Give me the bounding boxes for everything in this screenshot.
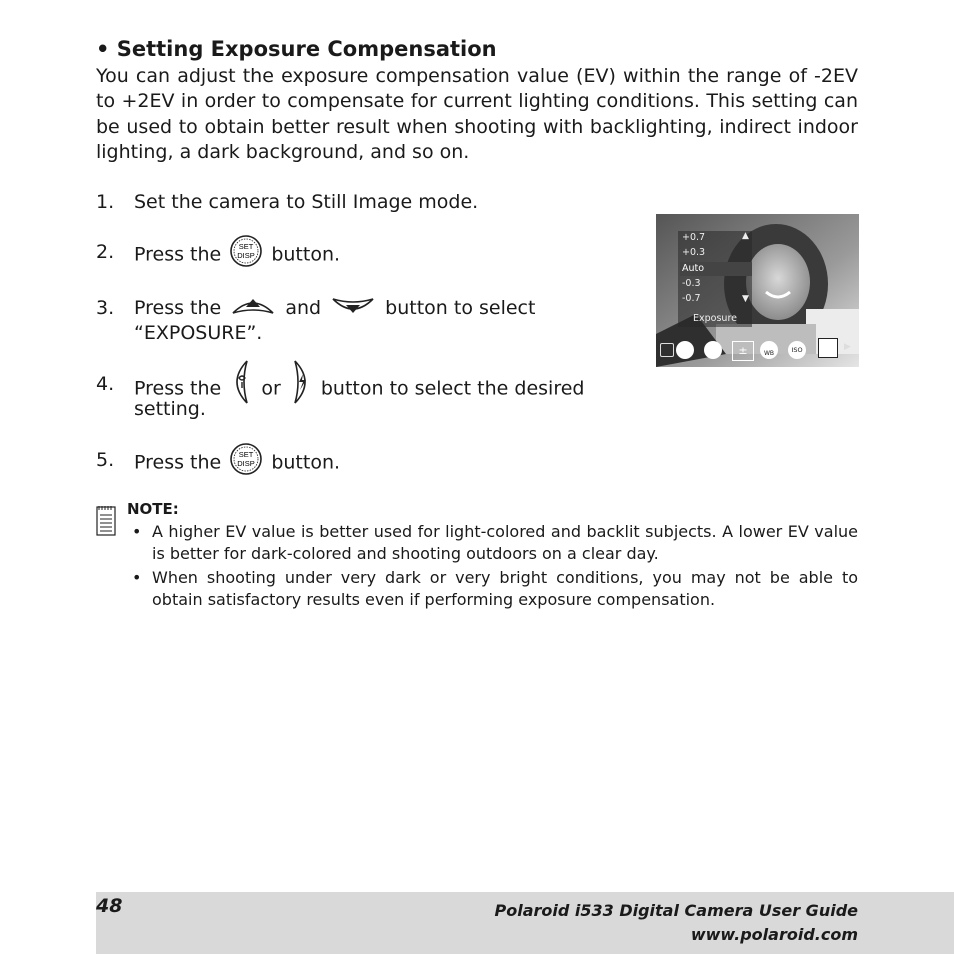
set-disp-button-icon — [229, 232, 263, 270]
step-text — [134, 240, 340, 270]
step-text-before: Press the — [134, 297, 222, 319]
menu-item-selected[interactable]: Auto — [680, 262, 752, 276]
step-text-before: Press the — [134, 377, 222, 400]
step-text-line2: “EXPOSURE”. — [134, 322, 263, 344]
guide-title: Polaroid i533 Digital Camera User Guide — [494, 901, 858, 920]
grid-mode-icon — [676, 341, 694, 359]
step-text-before: Press the — [134, 451, 222, 474]
menu-down-arrow-icon: ▼ — [742, 294, 749, 304]
iso-icon: ISO — [788, 341, 806, 359]
right-arrow-icon: ▶ — [844, 342, 851, 352]
step-text-line2: setting. — [134, 398, 206, 420]
menu-title: Exposure — [693, 313, 737, 324]
footer-text — [494, 899, 858, 947]
note-bullet — [132, 567, 858, 611]
step-number: 2. — [96, 241, 115, 263]
wb-icon: WB — [760, 341, 778, 359]
step-text: Set the camera to Still Image mode. — [134, 191, 479, 213]
step-text-mid: and — [285, 297, 322, 319]
disp-label: DISP — [237, 459, 256, 468]
drive-mode-icon — [704, 341, 722, 359]
step-text — [134, 448, 340, 478]
step-number: 3. — [96, 297, 115, 319]
menu-item[interactable]: +0.7 — [682, 232, 706, 243]
right-flash-button-icon — [289, 358, 313, 406]
step-text-after: button to select — [385, 297, 536, 319]
note-bullet-text: When shooting under very dark or very bright conditions, you may not be able to obtain satisfactory results even if performing exposure compensation. — [152, 568, 858, 609]
step-text — [134, 296, 535, 321]
step-text-after: button. — [271, 243, 341, 266]
camera-screen-image — [656, 214, 859, 367]
up-arrow-button-icon — [229, 293, 277, 319]
disp-label: DISP — [237, 251, 256, 260]
scene-icon — [660, 343, 674, 357]
set-label: SET — [238, 242, 254, 251]
left-macro-button-icon — [229, 358, 253, 406]
step-number: 5. — [96, 449, 115, 471]
exposure-icon: ± — [732, 341, 754, 361]
menu-up-arrow-icon: ▲ — [742, 231, 749, 241]
bullet-dot: • — [132, 522, 142, 541]
bullet-dot: • — [132, 568, 142, 587]
step-text-mid: or — [261, 377, 281, 400]
step-text-before: Press the — [134, 243, 222, 266]
set-label: SET — [238, 450, 254, 459]
step-number: 4. — [96, 373, 115, 395]
step-text-after: button to select the desired — [320, 377, 585, 400]
step-number: 1. — [96, 191, 115, 213]
step-text-after: button. — [271, 451, 341, 474]
menu-item[interactable]: -0.3 — [682, 278, 701, 289]
note-bullet — [132, 521, 858, 565]
note-title: NOTE: — [127, 500, 179, 518]
footer-url[interactable]: www.polaroid.com — [690, 925, 858, 944]
note-icon — [95, 503, 119, 537]
screen-icon-bar — [656, 338, 859, 364]
menu-item[interactable]: +0.3 — [682, 247, 706, 258]
section-heading: • Setting Exposure Compensation — [96, 37, 497, 61]
set-disp-button-icon — [229, 440, 263, 478]
intro-paragraph: You can adjust the exposure compensation value (EV) within the range of -2EV to +2EV in order to compensate for current lighting conditions. This setting can be used to obtain better result when shooting with backlighting, indirect indoor lighting, a dark background, and so on. — [96, 65, 858, 163]
down-arrow-button-icon — [329, 293, 377, 319]
note-bullet-text: A higher EV value is better used for light-colored and backlit subjects. A lower EV value is better for dark-colored and shooting outdoors on a clear day. — [152, 522, 858, 563]
menu-item[interactable]: -0.7 — [682, 293, 701, 304]
page-number: 48 — [96, 895, 123, 917]
ev-selected-icon — [818, 338, 838, 358]
